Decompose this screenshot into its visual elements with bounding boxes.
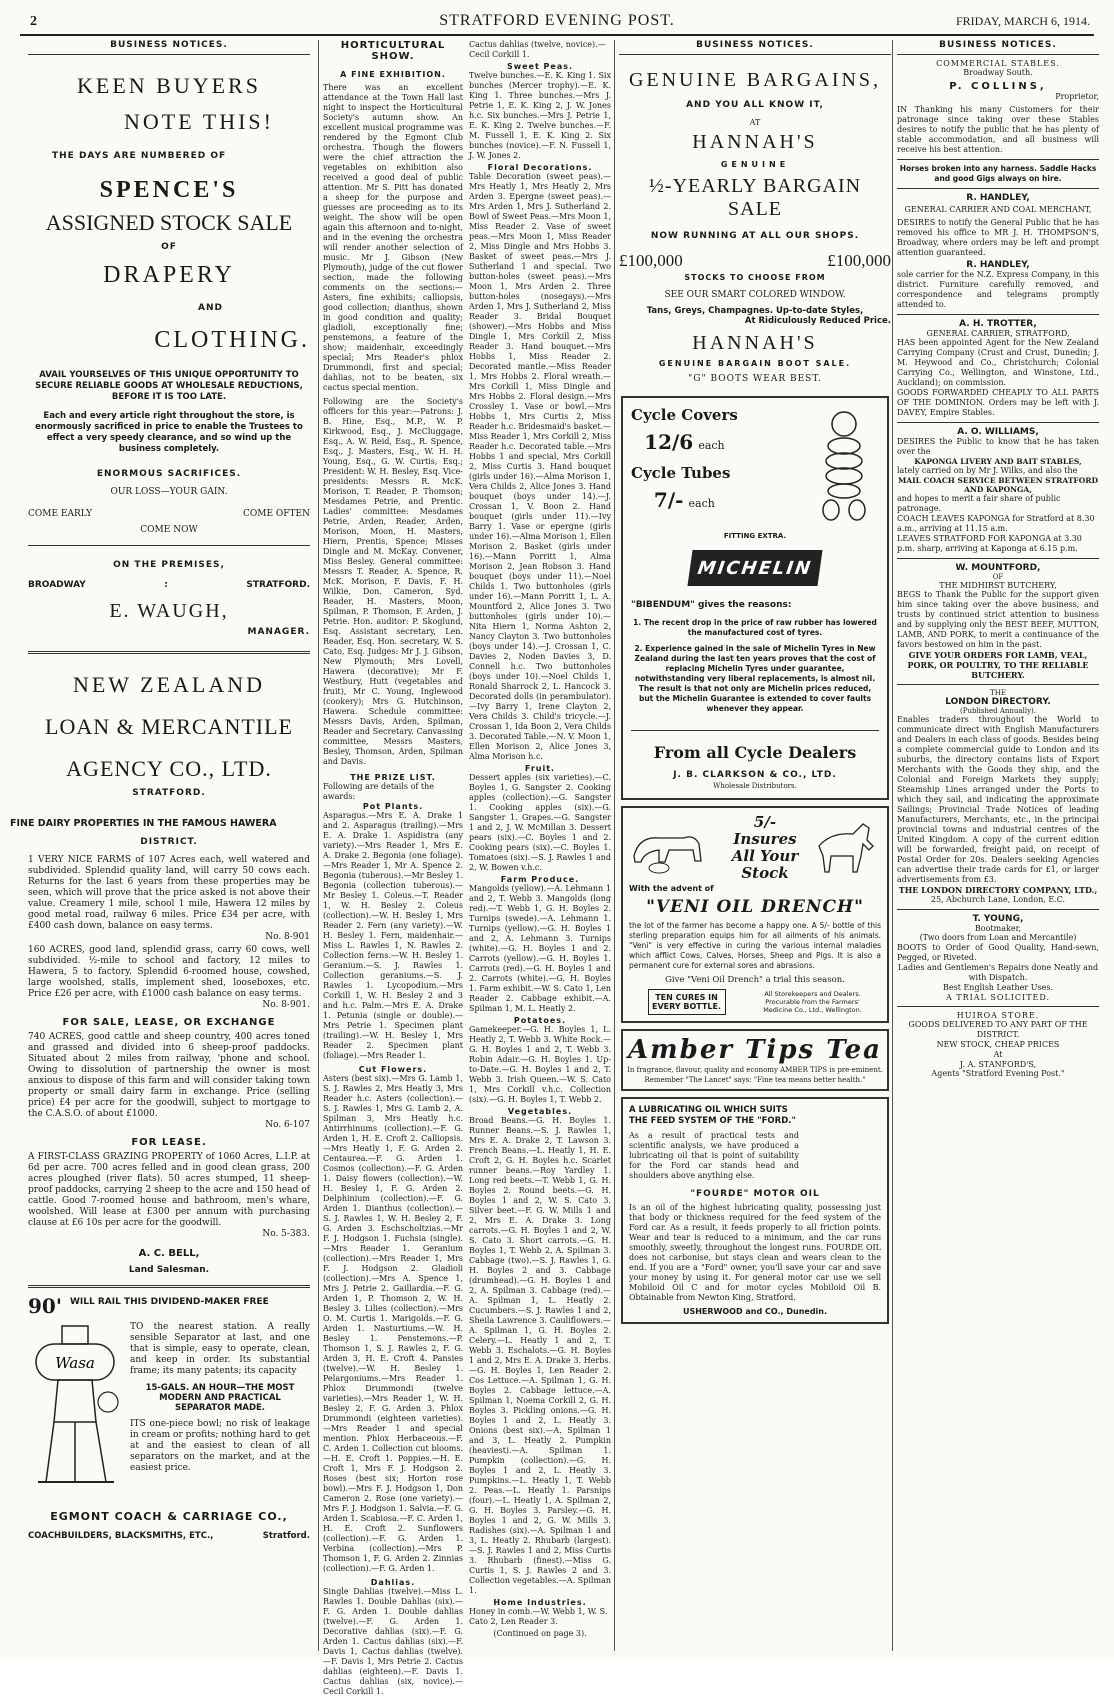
nz-loan-line2: LOAN & MERCANTILE	[45, 714, 293, 739]
on-premises: ON THE PREMISES,	[113, 560, 225, 570]
ten-cures: TEN CURES IN EVERY BOTTLE.	[648, 989, 726, 1015]
abchurch-address: 25, Abchurch Lane, London, E.C.	[930, 895, 1066, 904]
prize-intro: Following are details of the awards:	[323, 782, 434, 801]
vegetables-heading: Vegetables.	[507, 1107, 573, 1116]
note-this-heading: NOTE THIS!	[124, 109, 274, 134]
new-stock: NEW STOCK, CHEAP PRICES	[936, 1040, 1060, 1049]
usherwood: USHERWOOD and CO., Dunedin.	[682, 1307, 828, 1316]
clothing-heading: CLOTHING.	[154, 327, 310, 353]
wasa-heading: WILL RAIL THIS DIVIDEND-MAKER FREE	[69, 1297, 269, 1307]
come-now: COME NOW	[140, 525, 198, 535]
show-report: There was an excellent attendance at the Town Hall last night to inspect the Horticultural Society's autumn show. An excellent musical programme was rendered by the Egmont Club orchestra. Though the flowers were the chief attraction the vegetables on exhibition also received a good deal of public attention. Mr S. Pitt has donated a sheep for the purpose and guesses are proceeding as to its weight. The show will be open again this afternoon and to-night, and in the evening the orchestra will render another selection of music. Mr J. Gibson (New Plymouth), judge of the cut flower section, made the following comments on the sections:—Asters, fine exhibits; calliopsis, good collection; dianthus, shown in good condition and quality; gladioli, exceptionally fine; penstemons, a feature of the show; maidenhair, exceedingly special; Mrs Reader's phlox Drummondi, first and special; dahlias, not to be beaten, six cactus special mention.	[323, 83, 463, 392]
veni-oil-ad	[621, 806, 889, 1023]
fourde-oil-ad	[621, 1097, 889, 1324]
handley-text-2: sole carrier for the N.Z. Express Company, in this district. Furniture carefully removed, and correspondence and telegrams promptly attended to.	[897, 270, 1099, 309]
section-heading: BUSINESS NOTICES.	[696, 40, 814, 50]
keen-buyers-heading: KEEN BUYERS	[77, 73, 261, 98]
of-label: OF	[161, 242, 177, 252]
pot-plants-results: Asparagus.—Mrs E. A. Drake 1 and 2. Asparagus (trailing).—Mrs E. A. Drake 1. Aspidistra (any variety).—Mrs Reader 1, Mrs E. A. Drake 2. Begonia (one foliage).—Mrs Reader 1, Mr A. Spence 2. Begonia (tuberous).—Mr Besley 1. Begonia (collection tuberous).—Mr Besley 1. Coleus.—T. Reader 1, W. H. Besley 2. Coleus (collection).—W. H. Besley 1, Mrs Reader 2. Fern (any variety).—W. H. Besley 1. Fern, maidenhair.—Miss L. Rawles 1, N. Rawles 2. Collection ferns.—W. H. Besley 1. Geranium.—S. J. Rawles 1. Collection geraniums.—S. J. Rawles 1. Lycopodium.—Mrs Corkill 1, W. H. Besley 2 and 3 and h.c. Palm.—Mrs E. A. Drake 1. Petunia (single or double).—Mrs Petrie 1. Specimen plant (trailing).—W. H. Besley 1, Mrs Reader 2. Specimen plant (foliage).—Mrs Reader 1.	[323, 811, 463, 1060]
veni-oil-title: "VENI OIL DRENCH"	[646, 897, 864, 917]
commercial-stables: COMMERCIAL STABLES.	[936, 59, 1060, 68]
coach-location: Stratford.	[262, 1531, 310, 1541]
vegetables-results: Broad Beans.—G. H. Boyles 1. Runner Beans.—S. J. Rawles 1, Mrs E. A. Drake 2, T. Lawson 3. French Beans.—L. Heatly 1, H. E. Croft 2, G. H. Boyles h.c. Scarlet runner beans.—Roy Yardley 1. Long red beets.—T. Webb 1, G. H. Boyles 2. Round beets.—G. H. Boyles 1 and 2, W. S. Cato 3. Silver beet.—F. G. W. Mills 1 and 2, Mrs E. A. Drake 3. Long carrots.—G. H. Boyles 1 and 2, W. S. Cato 3. Short carrots.—G. H. Boyles 1, T. Webb 2, A. Spilman 3. Cabbage (two).—S. J. Rawles 1, G. H. Boyles 2 and 3. Cabbage (drumhead).—G. H. Boyles 1 and 2, A. Spilman 3. Cabbage (red).—A. Spilman 1, L. Heatly 2. Cucumbers.—S. J. Rawles 1 and 2, Sheila Lawrence 3. Cauliflowers.—A. Spilman 1, G. H. Boyles 2. Celery.—L. Heatly 1 and 2, T. Webb 3. Eschalots.—G. H. Boyles 1 and 2, Mrs E. A. Drake 3. Herbs.—G. H. Boyles 1, Len Reader 2. Cos Lettuce.—A. Spilman 1, G. H. Boyles 2. Cabbage lettuce.—A. Spilman 1, Noema Corkill 2, G. H. Boyles 3. Pickling onions.—G. H. Boyles 1 and 2, L. Heatly 3. Onions (best six).—A. Spilman 1 and 3, L. Heatly 2. Pumpkin (heaviest).—A. Spilman 1. Pumpkin (collection).—G. H. Boyles 1 and 2, L. Heatly 3. Pumpkins.—L. Heatly 1, T. Webb 2. Peas.—L. Heatly 1. Parsnips (four).—L. Heatly 1, A. Spilman 2, G. H. Boyles 3. Parsley.—G. H. Boyles 1 and 2, G. W. Mills 3. Radishes (six).—A. Spilman 1 and 3, L. Heatly 2. Rhubarb (largest).—S. J. Rawles 1 and 2, Miss Curtis 3. Rhubarb (finest).—Miss G. Curtis 1, S. J. Rawles 2 and 3. Collection vegetables.—A. Spilman 1.	[469, 1116, 611, 1595]
wholesale: Wholesale Distributors.	[713, 782, 797, 790]
goods-forwarded: GOODS FORWARDED CHEAPLY TO ALL PARTS OF THE DOMINION. Orders may be left with J. DAVEY, Empire Stables.	[897, 388, 1099, 417]
column-1	[10, 40, 310, 1651]
handley-text: DESIRES to notify the General Public that he has removed his office to MR J. H. THOMPSON'S, Broadway, where orders may be left and prompt attention guaranteed.	[897, 218, 1099, 257]
stratford-label: STRATFORD.	[246, 580, 310, 590]
london-directory: LONDON DIRECTORY.	[945, 697, 1051, 707]
lubricating-text: As a result of practical tests and scientific analysis, we have produced a lubricating oil that is point of suitability for the Ford car stands head and shoulders above anything else.	[629, 1131, 799, 1180]
egmont-coach: EGMONT COACH & CARRIAGE CO.,	[50, 1510, 288, 1523]
amount-right: £100,000	[827, 251, 891, 270]
genuine-label: GENUINE	[720, 160, 790, 169]
horses-notice: Horses broken into any harness. Saddle Hacks and good Gigs always on hire.	[899, 164, 1097, 183]
coach-leaves-stratford: LEAVES STRATFORD FOR KAPONGA at 3.30 p.m. sharp, arriving at Kaponga at 6.15 p.m.	[897, 534, 1082, 553]
williams-text: DESIRES the Public to know that he has taken over the	[897, 437, 1099, 456]
the-label: THE	[990, 689, 1006, 697]
london-text: Enables traders throughout the World to communicate direct with English Manufacturers and Dealers in each class of goods. Besides being a complete commercial guide to London and its suburbs, the directory contains lists of Export Merchants with the Goods they ship, and the Colonial and Foreign Markets they supply; Steamship Lines arranged under the Ports to which they sail, and indicating the approximate Sailings; Provincial Trade Notices of leading Manufacturers, Merchants, etc., in the principal provincial towns and industrial centres of the United Kingdom. A copy of the current edition will be forwarded, freight paid, on receipt of Postal Order for 20s. Dealers seeking Agencies can advertise their trade cards for £1, or larger advertisements from £3.	[897, 715, 1099, 884]
reason-2: 2. Experience gained in the sale of Michelin Tyres in New Zealand during the last ten years proves that the cost of replacing Michelin Tyres under guarantee, notwithstanding very liberal replacements, is almost nil. The result is that not only are Michelin prices reduced, but the Michelin Guarantee is extended to cover faults whenever they appear.	[634, 644, 876, 713]
farm-heading: Farm Produce.	[500, 875, 580, 884]
assigned-stock-sale: ASSIGNED STOCK SALE	[45, 210, 293, 235]
come-often: COME OFTEN	[243, 509, 310, 519]
kaponga-stables: KAPONGA LIVERY AND BAIT STABLES,	[914, 457, 1082, 466]
clarkson: J. B. CLARKSON & CO., LTD.	[673, 770, 837, 780]
land-salesman: Land Salesman.	[128, 1265, 210, 1275]
potatoes-heading: Potatoes.	[513, 1016, 567, 1025]
farm-results: Mangolds (yellow).—A. Lehmann 1 and 2, T. Webb 3. Mangolds (long red).—T. Webb 1, G. H. Boyles 2. Turnips (swede).—A. Lehmann 1. Turnips (yellow).—G. H. Boyles 1 and 2, A. Lehmann 3. Turnips (white).—G. H. Boyles 1 and 2. Carrots (yellow).—G. H. Boyles 1. Carrots (red).—G. H. Boyles 1 and 2. Carrots (white).—G. H. Boyles 1. Farm exhibit.—W. S. Cato 1, Len Reader 2. Cabbage exhibit.—A. Spilman 1, M. L. Heatly 2.	[469, 884, 611, 1013]
broadway-label: BROADWAY	[28, 580, 86, 590]
our-loss: OUR LOSS—YOUR GAIN.	[110, 487, 228, 497]
come-early: COME EARLY	[28, 509, 93, 519]
reduced-price: At Ridiculously Reduced Price.	[744, 316, 891, 326]
wasa-text: TO the nearest station. A really sensible Separator at last, and one that is simple, easy to operate, clean, and keep in order. Its substantial frame; its many patents; its capacity	[130, 1322, 310, 1376]
running-label: NOW RUNNING AT ALL OUR SHOPS.	[650, 231, 860, 241]
london-company: THE LONDON DIRECTORY COMPANY, LTD.,	[898, 885, 1098, 895]
huiroa-store: HUIROA STORE.	[956, 1011, 1040, 1020]
give-orders: GIVE YOUR ORDERS FOR LAMB, VEAL, PORK, OR POULTRY, TO THE RELIABLE BUTCHERY.	[907, 650, 1089, 680]
g-boots: "G" BOOTS WEAR BEST.	[688, 374, 822, 384]
tubes-each: each	[688, 497, 715, 510]
at-label: AT	[749, 118, 761, 127]
colon-label: :	[164, 580, 168, 590]
general-carrier: GENERAL CARRIER AND COAL MERCHANT,	[904, 205, 1092, 214]
handley-name-2: R. HANDLEY,	[966, 260, 1030, 270]
horse-illustration	[811, 816, 881, 880]
amber-tips-logo: Amber Tips Tea	[627, 1035, 882, 1065]
midhirst-butchery: THE MIDHIRST BUTCHERY,	[939, 581, 1057, 590]
amount-left: £100,000	[619, 251, 683, 270]
column-2	[318, 40, 613, 1696]
issue-date: FRIDAY, MARCH 6, 1914.	[955, 14, 1090, 28]
section-heading: BUSINESS NOTICES.	[110, 40, 228, 50]
section-heading: BUSINESS NOTICES.	[939, 40, 1057, 50]
collins-name: P. COLLINS,	[949, 81, 1047, 92]
at-label: At	[993, 1050, 1003, 1059]
fruit-results: Dessert apples (six varieties).—C. Boyles 1, G. Sangster 2. Cooking apples (collection).—G. Sangster 1. Cooking apples (six).—G. Sangster 1. Grapes.—G. Sangster 1 and 2, J. W. McMillan 3. Dessert pears (six).—C. Boyles 1 and 2. Cooking pears (six).—C. Boyles 1. Tomatoes (six).—S. J. Rawles 1 and 2, W. Bowen v.h.c.	[469, 773, 611, 872]
half-yearly-sale: ½-YEARLY BARGAIN SALE	[648, 175, 862, 220]
fruit-heading: Fruit.	[524, 764, 556, 773]
property-4: A FIRST-CLASS GRAZING PROPERTY of 1060 Acres, L.I.P. at 6d per acre. 700 acres felled and in good clean grass, 200 acres ploughed (river flats). 50 acres stumped, 11 sheep-proof paddocks, carrying 2 sheep to the acre and 150 head of cattle. Good 7-roomed house and bathroom, men's whare, woolshed. Will lease at £300 per annum with purchasing clause at £6 10s per acre for the goodwill.	[28, 1152, 310, 1228]
dahlias-results: Single Dahlias (twelve).—Miss L. Rawles 1. Double Dahlias (six).—F. G. Arden 1. Double dahlias (twelve).—F. G. Arden 1. Decorative dahlias (six).—F. G. Arden 1. Cactus dahlias (six).—F. Davis 1, Cactus dahlias (twelve).—F. Davis 1, Mrs Petrie 2. Cactus dahlias (eighteen).—F. Davis 1. Cactus dahlias (six, novice).—Cecil Corkill 1.	[323, 1587, 463, 1696]
drapery-heading: DRAPERY	[103, 262, 235, 288]
prize-list-heading: THE PRIZE LIST.	[350, 773, 436, 782]
waugh-name: E. WAUGH,	[109, 600, 229, 622]
cut-flowers-results: Asters (best six).—Mrs G. Lamb 1, S. J. Rawles 2, Mrs Heatly 3, Mrs Reader h.c. Asters (collection).—S. J. Rawles 1, Mrs G. Lamb 2, A. Spilman 3, Mrs Heatly h.c. Antirrhinums (collection).—F. G. Arden 1, H. E. Croft 2. Calliopsis.—Mrs Heatly 1, F. G. Arden 2. Centaurea.—F. G. Arden 1. Cosmos (collection).—F. G. Arden 1. Daisy flowers (collection).—W. H. Besley 1, F. G. Arden 2. Delphinium (collection).—F. G. Arden 1. Dianthus (collection).—S. J. Rawles 1, W. H. Besley 2, F. G. Arden 3. Eschscholtzias.—Mr F. J. Hodgson 1. Fuchsia (single).—Mrs Reader 1. Geranium (collection).—Mrs Reader 1, Mrs F. J. Hodgson 2. Gladioli (collection).—Mrs A. Spence 1, Mrs J. Petrie 2. Gaillardia.—F. G. Arden 1, P. Thomson 2, W. H. Besley 3. Lilies (collection).—Mrs O. M. Curtis 1. Marigolds.—F. G. Arden 1. Nasturtiums.—W. H. Besley 1. Penstemons.—P. Thomson 1, S. J. Rawles 2, F. G. Arden 3, H. E. Croft 4. Pansies (twelve).—W. H. Besley 1. Pelargoniums.—Mrs Reader 1. Phlox Drummondi (twelve varieties).—Mrs Reader 1, W. H. Besley 2, F. G. Arden 3. Phlox Drummondi (eighteen varieties).—Mrs Reader 1 and special mention. Phlox Herbaceous.—F. C. Arden 1. Collection cut blooms.—H. E. Croft 1. Poppies.—H. E. Croft 1, Mrs F. J. Hodgson 2. Roses (best six; Horton rose bowl).—Mrs F. J. Hodgson 1, Don Cameron 2. Rose (one variety).—Mrs F. J. Hodgson 1. Salvia.—F. G. Arden 1. Scabiosa.—F. C. Arden 1, H. E. Croft 2. Sunflowers (collection).—F. G. Arden 1. Verbina (collection).—Mrs P. Thomson 1, F. G. Arden 2. Zinnias (collection).—F. G. Arden 1.	[323, 1074, 463, 1573]
fine-exhibition: A FINE EXHIBITION.	[340, 70, 446, 79]
wasa-bowl: ITS one-piece bowl; no risk of leakage in cream or profits; nothing hard to get at and the easiest to clean of all separators on the market, and at the easiest price.	[130, 1419, 310, 1473]
covers-each: each	[698, 439, 725, 452]
mail-coach: MAIL COACH SERVICE BETWEEN STRATFORD AND KAPONGA,	[898, 476, 1098, 494]
fourde-text: Is an oil of the highest lubricating quality, possessing just that body or thickness required for the feed system of the Ford car. As a result, it feeds properly to all friction points. Wear and tear is reduced to a minimum, and the car runs smoothly, sweetly, throughout the longest runs. FOURDE OIL does not carbonise, but stays clean and wears clean to the end. If you are a "Ford" owner, you'll save your car and save your money by using it. For general motor car use we sell Mobiloid Oil C and for motor cycles Mobiloid Oil B. Obtainable from Newton King, Stratford.	[629, 1203, 881, 1302]
column-3	[614, 40, 891, 1651]
michelin-logo: MICHELIN	[687, 550, 822, 586]
amber-tips-ad	[621, 1029, 889, 1091]
cactus-novice-top: Cactus dahlias (twelve, novice).—Cecil Corkill 1.	[469, 40, 606, 59]
page-header	[20, 12, 1094, 36]
tans-greys: Tans, Greys, Champagnes. Up-to-date Styles,	[646, 306, 864, 316]
midhirst-text: BEGS to Thank the Public for the support given him since taking over the above business, and trusts by continued strict attention to business and by supplying only the BEST BEEF, MUTTON, LAMB, AND PORK, to merit a continuance of the favors bestowed on him in the past.	[897, 590, 1099, 649]
genuine-bargains: GENUINE BARGAINS,	[628, 69, 882, 91]
michelin-ad	[621, 396, 889, 800]
stocks-label: STOCKS TO CHOOSE FROM	[684, 273, 826, 282]
fourde-heading: "FOURDE" MOTOR OIL	[690, 1189, 820, 1199]
hannahs-heading: HANNAH'S	[692, 131, 818, 153]
bibendum-reasons: "BIBENDUM" gives the reasons:	[631, 600, 792, 610]
of-label: OF	[992, 573, 1004, 581]
handley-name: R. HANDLEY,	[966, 193, 1030, 203]
continued-note: (Continued on page 3).	[493, 1629, 587, 1638]
trotter-title: GENERAL CARRIER, STRATFORD,	[926, 329, 1070, 338]
williams-name: A. O. WILLIAMS,	[957, 427, 1039, 437]
insures-stock: 5/- Insures All Your Stock	[731, 813, 799, 882]
dahlias-heading: Dahlias.	[370, 1578, 416, 1587]
floral-heading: Floral Decorations.	[487, 163, 593, 172]
boot-sale: GENUINE BARGAIN BOOT SALE.	[658, 359, 852, 368]
floral-results: Table Decoration (sweet peas).—Mrs Heatly 1, Mrs Heatly 2, Mrs Arden 3. Epergne (sweet peas).—Mrs Arden 1, Mrs J. Sutherland 2. Bowl of Sweet Peas.—Mrs Moon 1, Miss Reader 2. Vase of sweet peas.—Mrs Moon 1, Miss Reader 2, Miss Dingle and Mrs Hobbs 3. Basket of sweet peas.—Mrs J. Sutherland 1 and special. Two button-holes (sweet peas).—Mrs Moon 1, Mrs Arden 2. Three button-holes (nosegays).—Mrs Arden 1, Mrs J. Sutherland 2, Miss Reader 3. Bridal Bouquet (shower).—Mrs Hobbs and Miss Dingle 1, Mrs Corkill 2, Miss Reader 3. Hand bouquet.—Mrs Hobbs 1, Miss Reader 2. Decorated mantle.—Miss Reader 1, Mrs Hobbs 2. Floral wreath.—Mrs Corkill 1, Miss Dingle and Mrs Hobbs 2. Floral design.—Mrs Crossley 1. Vase or bowl.—Mrs Hobbs 1, Mrs Curtis 2, Miss Reader h.c. Bridesmaid's basket.—Miss Reader 1, Mrs Corkill 2, Miss Reader h.c. Decorated table.—Mrs Hobbs 1 and special, Mrs Corkill 2, Miss Curtis 3. Hand bouquet (girls under 16).—Alma Morison 1, Vera Childs 2, Alice Jones 3. Hand bouquet (boys under 14).—J. Crossan 1, V. Boon 2. Hand bouquet (girls under 11).—Ivy Barry 1. Vase or epergne (girls under 16).—Alma Morison 1, Ellen Morison 2. Basket (girls under 16).—Mann Porritt 1, Alma Morison 2, Jean Robson 3. Hand bouquet (boys under 11).—Noel Childs 1. Two buttonholes (girls under 16).—Mann Porritt 1, L. A. Mountford 2, Alice Jones 3. Two buttonholes (girls under 10).—Nita Hiern 1, Norma Ashton 2, Nancy Clayton 3. Two buttonholes (boys under 14).—J. Crossan 1, C. Davies 2, Noden Davies 3, D. Connell h.c. Two buttonholes (boys under 10).—Noel Childs 1, Ronald Sharrock 2, L. Hancock 3. Decorated dolls (in perambulator).—Ivy Barry 1, Irene Clayton 2, Vera Childs 3. Child's tricycle.—J. Crossan 1, Ida Boon 2, Vera Childs 3. Decorated Table.—N. V. Moon 1, Ellen Morison 2, Alice Jones 3, Alma Morison h.c.	[469, 172, 611, 761]
enormous-sacrifices: ENORMOUS SACRIFICES.	[96, 469, 242, 479]
avail-notice: AVAIL YOURSELVES OF THIS UNIQUE OPPORTUNITY TO SECURE RELIABLE GOODS AT WHOLESALE REDUCTIONS, BEFORE IT IS TOO LATE.	[35, 370, 303, 402]
wasa-90: 90'	[28, 1294, 62, 1318]
column-4	[892, 40, 1099, 1651]
coach-leaves-kaponga: COACH LEAVES KAPONGA for Stratford at 8.30 a.m., arriving at 11.15 a.m.	[897, 514, 1095, 533]
home-industries-heading: Home Industries.	[493, 1598, 587, 1607]
mail-text: and hopes to merit a fair share of public patronage.	[897, 494, 1061, 513]
coachbuilders: COACHBUILDERS, BLACKSMITHS, ETC.,	[28, 1531, 214, 1541]
page-number: 2	[30, 14, 37, 29]
cycle-covers: Cycle Covers	[631, 406, 738, 424]
district-heading: DISTRICT.	[140, 837, 198, 847]
trotter-name: A. H. TROTTER,	[959, 319, 1037, 329]
fine-dairy-heading: FINE DAIRY PROPERTIES IN THE FAMOUS HAWERA	[10, 818, 277, 829]
advent-label: With the advent of	[629, 884, 714, 893]
nz-loan-location: STRATFORD.	[132, 788, 206, 798]
mountford-name: W. MOUNTFORD,	[955, 563, 1041, 573]
property-2: 160 ACRES, good land, splendid grass, carry 60 cows, well subdivided. ½-mile to school and factory, 12 miles to Hawera, 5 to factory. Splendid 6-roomed house, cowshed, large woolshed, stalls, implement shed, looseboxes, etc. Price £26 per acre, with £1000 cash balance on easy terms.	[28, 945, 310, 999]
kaponga-text: lately carried on by Mr J. Wilks, and also the	[897, 466, 1078, 475]
society-officers: Following are the Society's officers for this year:—Patrons: J. B. Hine, Esq., M.P., W. P. Kirkwood, Esq., J. McCluggage, Esq., A. W. Reid, Esq., R. Spence, Esq., J. Masters, Esq., W. H. H. Young, Esq., G. W. Curtis, Esq.; President: W. H. Besley, Esq. Vice-presidents: Messrs R. McK. Morison, T. Reader, P. Thomson; Mesdames Petrie, and Prentic. Ladies' committee: Mesdames Petrie, Arden, Reader, Arden, Morison, Moon, H. Masters, Hiern, Prentis, Spence; Misses Dingle and M. McKay. Convener, Miss Besley. General committee: Messrs T. Reader, A. Spence, R. McK. Morison, F. Davis, F. H. Wilkie, Don. Cameron, Syd. Reader, H. Masters, Moon, Spilman, P. Thomson, F. Arden, J. Petrie. Hon. auditor: P. Skoglund, Esq. Assistant secretary, Len. Reader, Esq. Hon. secretary, W. S. Cato, Esq. Judges: Mr J. J. Gibson, New Plymouth; Mrs Lovell, Hawera (decorative); Mr F. Westbury, Hutt (vegetables and fruit), Mr C. Young, Inglewood (cookery); Mrs G. Hutchinson, Hawera. Schedule committee: Messrs Davis, Arden, Spilman, Reader and Secretary. Canvassing committee, Messrs Masters, Besley, Thomson, Arden, Spilman and Davis.	[323, 397, 463, 766]
pot-plants-heading: Pot Plants.	[362, 802, 424, 811]
property-1: 1 VERY NICE FARMS of 107 Acres each, well watered and subdivided. Splendid quality land, will carry 50 cows each. Returns for the last 6 years from these properties may be seen, which will prove that the price asked is not above their value. Creamery 1 mile, school 1 mile, Hawera 12 miles by good metal road, railway 6 miles. Price £34 per acre, with £400 cash down, balance on easy terms.	[28, 855, 310, 931]
young-name: T. YOUNG,	[972, 914, 1024, 924]
trial-solicited: A TRIAL SOLICITED.	[945, 993, 1051, 1002]
tubes-price: 7/-	[653, 488, 684, 512]
manager-label: MANAGER.	[247, 627, 310, 637]
stanford-name: J. A. STANFORD'S,	[959, 1060, 1037, 1069]
bibendum-icon	[809, 406, 879, 530]
property-4-number: No. 5-383.	[262, 1229, 310, 1239]
nz-loan-line1: NEW ZEALAND	[72, 672, 266, 697]
bell-name: A. C. BELL,	[138, 1248, 200, 1259]
leather-text: Best English Leather Uses.	[942, 983, 1054, 992]
young-text: BOOTS to Order of Good Quality, Hand-sewn, Pegged, or Riveted.	[897, 943, 1099, 962]
cycle-dealers: From all Cycle Dealers	[653, 743, 857, 762]
property-2-number: No. 8-901.	[262, 1000, 310, 1010]
hannahs-heading-2: HANNAH'S	[692, 332, 818, 354]
colored-window: SEE OUR SMART COLORED WINDOW.	[664, 290, 846, 300]
and-label: AND	[198, 303, 223, 313]
trotter-text: HAS been appointed Agent for the New Zealand Carrying Company (Crust and Crust, Dunedin; J. M. Heywood and Co., Christchurch; Colonial Carrying Co., Wellington, and Winstone, Ltd., Auckland); on commission.	[897, 338, 1099, 387]
bootmaker-label: Bootmaker,	[974, 924, 1022, 933]
agents-label: Agents "Stratford Evening Post."	[931, 1069, 1065, 1078]
repairs-text: Ladies and Gentlemen's Repairs done Neatly and with Dispatch.	[897, 963, 1099, 982]
property-3-number: No. 6-107	[265, 1120, 310, 1130]
reason-1: 1. The recent drop in the price of raw rubber has lowered the manufactured cost of tyres.	[633, 618, 877, 637]
cycle-tubes: Cycle Tubes	[631, 464, 731, 482]
lubricating-heading: A LUBRICATING OIL WHICH SUITS THE FEED SYSTEM OF THE "FORD."	[629, 1105, 796, 1126]
property-1-number: No. 8-901	[265, 932, 310, 942]
broadway-south: Broadway South.	[963, 68, 1033, 77]
home-industries-results: Honey in comb.—W. Webb 1, W. S. Cato 2, Len Reader 3.	[469, 1607, 608, 1626]
cut-flowers-heading: Cut Flowers.	[358, 1065, 428, 1074]
veni-text: the lot of the farmer has become a happy one. A 5/- bottle of this sterling preparation equips him for all ailments of his animals. "Veni" is very effective in curing the various internal maladies which afflict Cows, Calves, Horses, Sheep and Pigs. It is also a permanent cure for external sores and abrasions.	[629, 921, 881, 970]
days-numbered: THE DAYS ARE NUMBERED OF	[52, 151, 227, 161]
veni-trial: Give "Veni Oil Drench" a trial this season.	[665, 975, 845, 985]
sweet-peas-results: Twelve bunches.—E. K. King 1. Six bunches (Mercer trophy).—E. K. King 1. Three bunches.—Mrs J. Petrie 1, E. K. King 2, J. W. Jones h.c. Six bunches.—Mrs J. Petrie 1, E. K. King 2. Twelve bunches.—F. M. Fussell 1, E. K. King 2. Six bunches (novice).—F. N. Fussell 1, J. W. Jones 2.	[469, 71, 611, 160]
horticultural-heading: HORTICULTURAL SHOW.	[340, 40, 446, 62]
each-article-notice: Each and every article right throughout the store, is enormously sacrificed in price to enable the Trustees to effect a very speedy clearance, and so wind up the business completely.	[35, 411, 303, 454]
nz-loan-line3: AGENCY CO., LTD.	[66, 756, 272, 781]
goods-delivered: GOODS DELIVERED TO ANY PART OF THE DISTRICT.	[908, 1020, 1088, 1039]
proprietor-label: Proprietor,	[1055, 92, 1099, 101]
spences-heading: SPENCE'S	[99, 177, 239, 203]
storekeepers: All Storekeepers and Dealers. Procurable from the Farmers' Medicine Co., Ltd., Wellington.	[763, 990, 862, 1014]
wasa-capacity: 15-GALS. AN HOUR—THE MOST MODERN AND PRACTICAL SEPARATOR MADE.	[145, 1383, 295, 1413]
know-it: AND YOU ALL KNOW IT,	[686, 100, 824, 110]
livestock-illustration	[629, 816, 719, 880]
newspaper-title: STRATFORD EVENING POST.	[439, 12, 675, 29]
covers-price: 12/6	[644, 430, 694, 454]
for-sale-heading: FOR SALE, LEASE, OR EXCHANGE	[62, 1017, 276, 1028]
for-lease-heading: FOR LEASE.	[131, 1137, 207, 1148]
potatoes-results: Gamekeeper.—G. H. Boyles 1, L. Heatly 2, T. Webb 3. White Rock.—G. H. Boyles 1 and 2, T. Webb 3. Robin Adair.—G. H. Boyles 1. Up-to-Date.—G. H. Boyles 1 and 2, T. Webb 3. Irish Queen.—W. S. Cato 1, Mrs Corkill v.h.c. Collection (six).—G. H. Boyles 1, T. Webb 2.	[469, 1025, 611, 1104]
property-3: 740 ACRES, good cattle and sheep country, 400 acres toned and grassed and divided into 6 sheep-proof paddocks. Situated about 2 miles from railway, 'phone and school. Owing to dissolution of partnership the owner is most anxious to dispose of this farm and will consider taking town property or small dairy farm in exchange. Price (selling price) £4 per acre for the goodwill, subject to mortgage to the C.A.S.O. of about £1000.	[28, 1032, 310, 1119]
fitting-extra: FITTING EXTRA.	[723, 532, 787, 540]
separator-illustration	[28, 1322, 124, 1496]
sweet-peas-heading: Sweet Peas.	[506, 62, 574, 71]
collins-text: IN Thanking his many Customers for their patronage since taking over these Stables desires to notify the public that he has plenty of stable accommodation, and all business will receive his best attention.	[897, 105, 1099, 154]
young-address: (Two doors from Loan and Mercantile)	[919, 933, 1077, 942]
amber-tips-text: In fragrance, flavour, quality and economy AMBER TIPS is pre-eminent. Remember "The Lancet" says: "Fine tea means better health."	[627, 1066, 883, 1084]
wasa-logo-text: Wasa	[55, 1354, 95, 1372]
published-annually: (Published Annually).	[960, 707, 1036, 715]
